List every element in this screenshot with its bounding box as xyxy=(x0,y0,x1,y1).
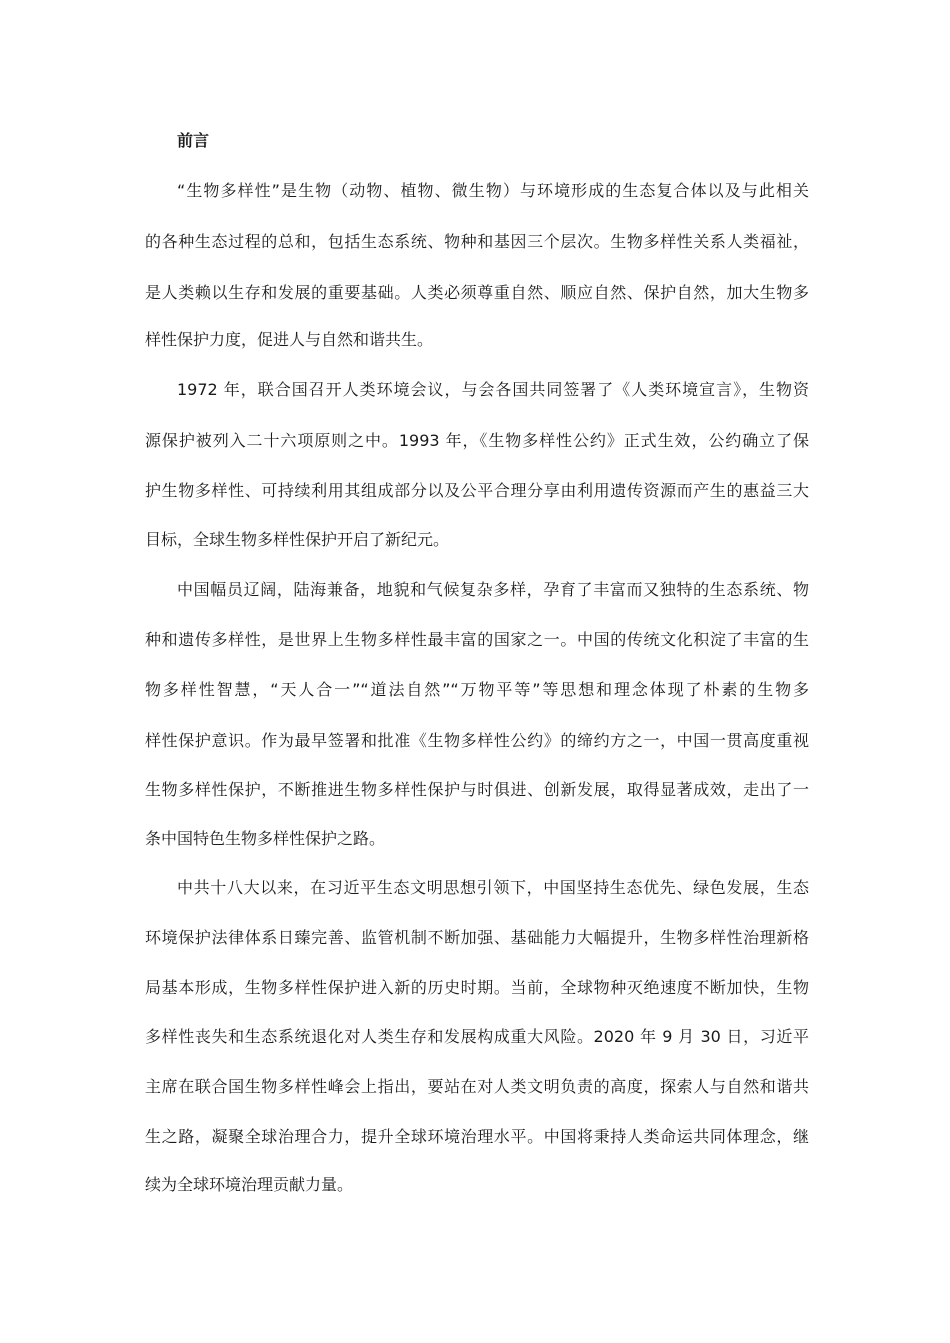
paragraph-3-line-5: 生物多样性保护，不断推进生物多样性保护与时俱进、创新发展，取得显著成效，走出了一 xyxy=(145,780,809,799)
paragraph-3-line-4: 样性保护意识。作为最早签署和批准《生物多样性公约》的缔约方之一，中国一贯高度重视 xyxy=(145,731,809,750)
section-heading: 前言 xyxy=(177,131,210,150)
paragraph-4-line-5: 主席在联合国生物多样性峰会上指出，要站在对人类文明负责的高度，探索人与自然和谐共 xyxy=(145,1077,809,1096)
paragraph-2-line-3: 护生物多样性、可持续利用其组成部分以及公平合理分享由利用遗传资源而产生的惠益三大 xyxy=(145,481,809,500)
paragraph-4-line-4: 多样性丧失和生态系统退化对人类生存和发展构成重大风险。2020 年 9 月 30 日，习近平 xyxy=(145,1027,809,1046)
paragraph-1-line-2: 的各种生态过程的总和，包括生态系统、物种和基因三个层次。生物多样性关系人类福祉， xyxy=(145,232,809,251)
paragraph-3-line-1: 中国幅员辽阔，陆海兼备，地貌和气候复杂多样，孕育了丰富而又独特的生态系统、物 xyxy=(177,580,809,599)
paragraph-3-line-2: 种和遗传多样性，是世界上生物多样性最丰富的国家之一。中国的传统文化积淀了丰富的生 xyxy=(145,630,809,649)
paragraph-3-line-3: 物多样性智慧，“天人合一”“道法自然”“万物平等”等思想和理念体现了朴素的生物多 xyxy=(145,680,809,699)
paragraph-4-line-7: 续为全球环境治理贡献力量。 xyxy=(145,1175,354,1194)
paragraph-1-line-1: “生物多样性”是生物（动物、植物、微生物）与环境形成的生态复合体以及与此相关 xyxy=(177,181,809,200)
paragraph-4-line-1: 中共十八大以来，在习近平生态文明思想引领下，中国坚持生态优先、绿色发展，生态 xyxy=(177,878,809,897)
paragraph-3-line-6: 条中国特色生物多样性保护之路。 xyxy=(145,829,386,848)
paragraph-2-line-2: 源保护被列入二十六项原则之中。1993 年，《生物多样性公约》正式生效，公约确立了保 xyxy=(145,431,809,450)
paragraph-2-line-4: 目标，全球生物多样性保护开启了新纪元。 xyxy=(145,530,450,549)
paragraph-1-line-3: 是人类赖以生存和发展的重要基础。人类必须尊重自然、顺应自然、保护自然，加大生物多 xyxy=(145,283,809,302)
paragraph-4-line-2: 环境保护法律体系日臻完善、监管机制不断加强、基础能力大幅提升，生物多样性治理新格 xyxy=(145,928,809,947)
paragraph-4-line-3: 局基本形成，生物多样性保护进入新的历史时期。当前，全球物种灭绝速度不断加快，生物 xyxy=(145,978,809,997)
paragraph-1-line-4: 样性保护力度，促进人与自然和谐共生。 xyxy=(145,330,434,349)
paragraph-4-line-6: 生之路，凝聚全球治理合力，提升全球环境治理水平。中国将秉持人类命运共同体理念，继 xyxy=(145,1127,809,1146)
paragraph-2-line-1: 1972 年，联合国召开人类环境会议，与会各国共同签署了《人类环境宣言》，生物资 xyxy=(177,380,809,399)
